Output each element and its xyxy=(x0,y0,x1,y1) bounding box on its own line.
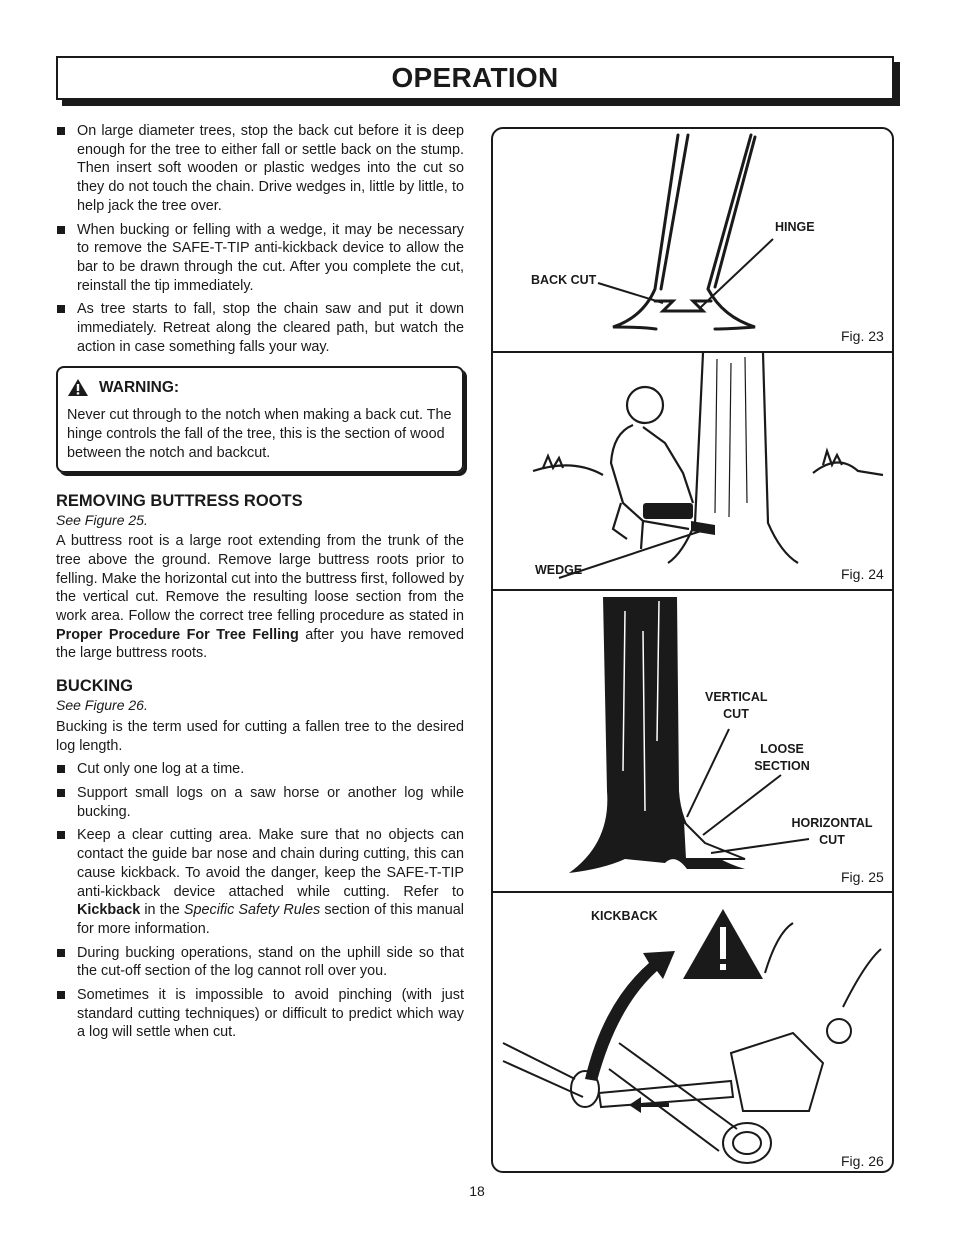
wedge-felling-illustration xyxy=(493,353,892,591)
buttress-heading: REMOVING BUTTRESS ROOTS xyxy=(56,491,303,510)
list-item: Support small logs on a saw horse or another log while bucking. xyxy=(56,784,464,821)
list-item: As tree starts to fall, stop the chain saw and put it down immediately. Retreat along the cleared path, but watch the action in case something falls your way. xyxy=(56,300,464,356)
figure-panel xyxy=(491,127,894,1173)
figure-24 xyxy=(493,351,892,591)
hinge-callout: HINGE xyxy=(775,220,815,234)
bullet-square-icon xyxy=(57,949,65,957)
figure-25 xyxy=(493,589,892,893)
bullet-square-icon xyxy=(57,127,65,135)
bullet-square-icon xyxy=(57,831,65,839)
warning-text: Never cut through to the notch when making a back cut. The hinge controls the fall of the tree, this is the section of wood between the notch and backcut. xyxy=(67,407,452,461)
back-cut-callout: BACK CUT xyxy=(531,273,597,287)
figure-23 xyxy=(493,129,892,353)
warning-triangle-icon xyxy=(67,378,89,397)
bullet-square-icon xyxy=(57,765,65,773)
vertical-cut-callout: VERTICAL CUT xyxy=(705,690,768,721)
list-item: Keep a clear cutting area. Make sure that no objects can contact the guide bar nose and chain during cutting, this can cause kickback. To avoid the danger, keep the SAFE-T-TIP anti-kickback device attached while cutting. Refer to Kickback in the Specific Safety Rules section of this manual for more information. xyxy=(56,826,464,938)
figure-26-label: Fig. 26 xyxy=(841,1153,884,1169)
list-item: During bucking operations, stand on the uphill side so that the cut-off section of the log cannot roll over you. xyxy=(56,944,464,981)
procedure-reference: Proper Procedure For Tree Felling xyxy=(56,626,299,643)
bullet-square-icon xyxy=(57,991,65,999)
buttress-figure-ref: See Figure 25. xyxy=(56,511,148,528)
text-column xyxy=(56,122,464,1047)
figure-25-label: Fig. 25 xyxy=(841,869,884,885)
figure-26 xyxy=(493,891,892,1173)
section-title-banner xyxy=(56,56,894,100)
list-item: Cut only one log at a time. xyxy=(56,760,464,779)
figure-24-label: Fig. 24 xyxy=(841,566,884,582)
bucking-figure-ref: See Figure 26. xyxy=(56,697,148,714)
bullet-square-icon xyxy=(57,226,65,234)
bucking-bullets xyxy=(56,760,464,1042)
list-item: On large diameter trees, stop the back cut before it is deep enough for the tree to either fall or settle back on the stump. Then insert soft wooden or plastic wedges into the cut so they do not touch the chain. Drive wedges in, little by little, to help jack the tree over. xyxy=(56,122,464,216)
felling-cut-illustration xyxy=(493,129,892,353)
kickback-callout: KICKBACK xyxy=(591,909,658,923)
warning-box xyxy=(56,366,464,472)
page-title: OPERATION xyxy=(391,62,559,93)
bucking-heading: BUCKING xyxy=(56,677,133,696)
felling-bullets xyxy=(56,122,464,356)
bullet-square-icon xyxy=(57,789,65,797)
figure-23-label: Fig. 23 xyxy=(841,328,884,344)
warning-heading xyxy=(67,378,453,397)
horizontal-cut-callout: HORIZONTAL CUT xyxy=(791,816,873,847)
warning-title: WARNING: xyxy=(99,378,180,396)
page-number: 18 xyxy=(469,1183,485,1199)
bucking-intro: Bucking is the term used for cutting a fallen tree to the desired log length. xyxy=(56,718,464,754)
buttress-paragraph: A buttress root is a large root extending from the trunk of the tree above the ground. Remove large buttress roots prior to felling. Make the horizontal cut into the buttress first, followed by the vertical cut. Remove the resulting loose section from the work area. Follow the correct tree felling procedure as stated in Proper Procedure For Tree Felling after you have removed the large buttress roots. xyxy=(56,533,464,662)
loose-section-callout: LOOSE SECTION xyxy=(754,742,810,773)
list-item: Sometimes it is impossible to avoid pinching (with just standard cutting techniques) or difficult to predict which way a log will settle when cut. xyxy=(56,986,464,1042)
bucking-section xyxy=(56,676,464,1042)
bullet-square-icon xyxy=(57,305,65,313)
wedge-callout: WEDGE xyxy=(535,563,583,577)
kickback-illustration xyxy=(493,893,892,1173)
list-item: When bucking or felling with a wedge, it may be necessary to remove the SAFE-T-TIP anti-kickback device to allow the bar to be drawn through the cut. After you complete the cut, reinstall the tip immediately. xyxy=(56,221,464,296)
